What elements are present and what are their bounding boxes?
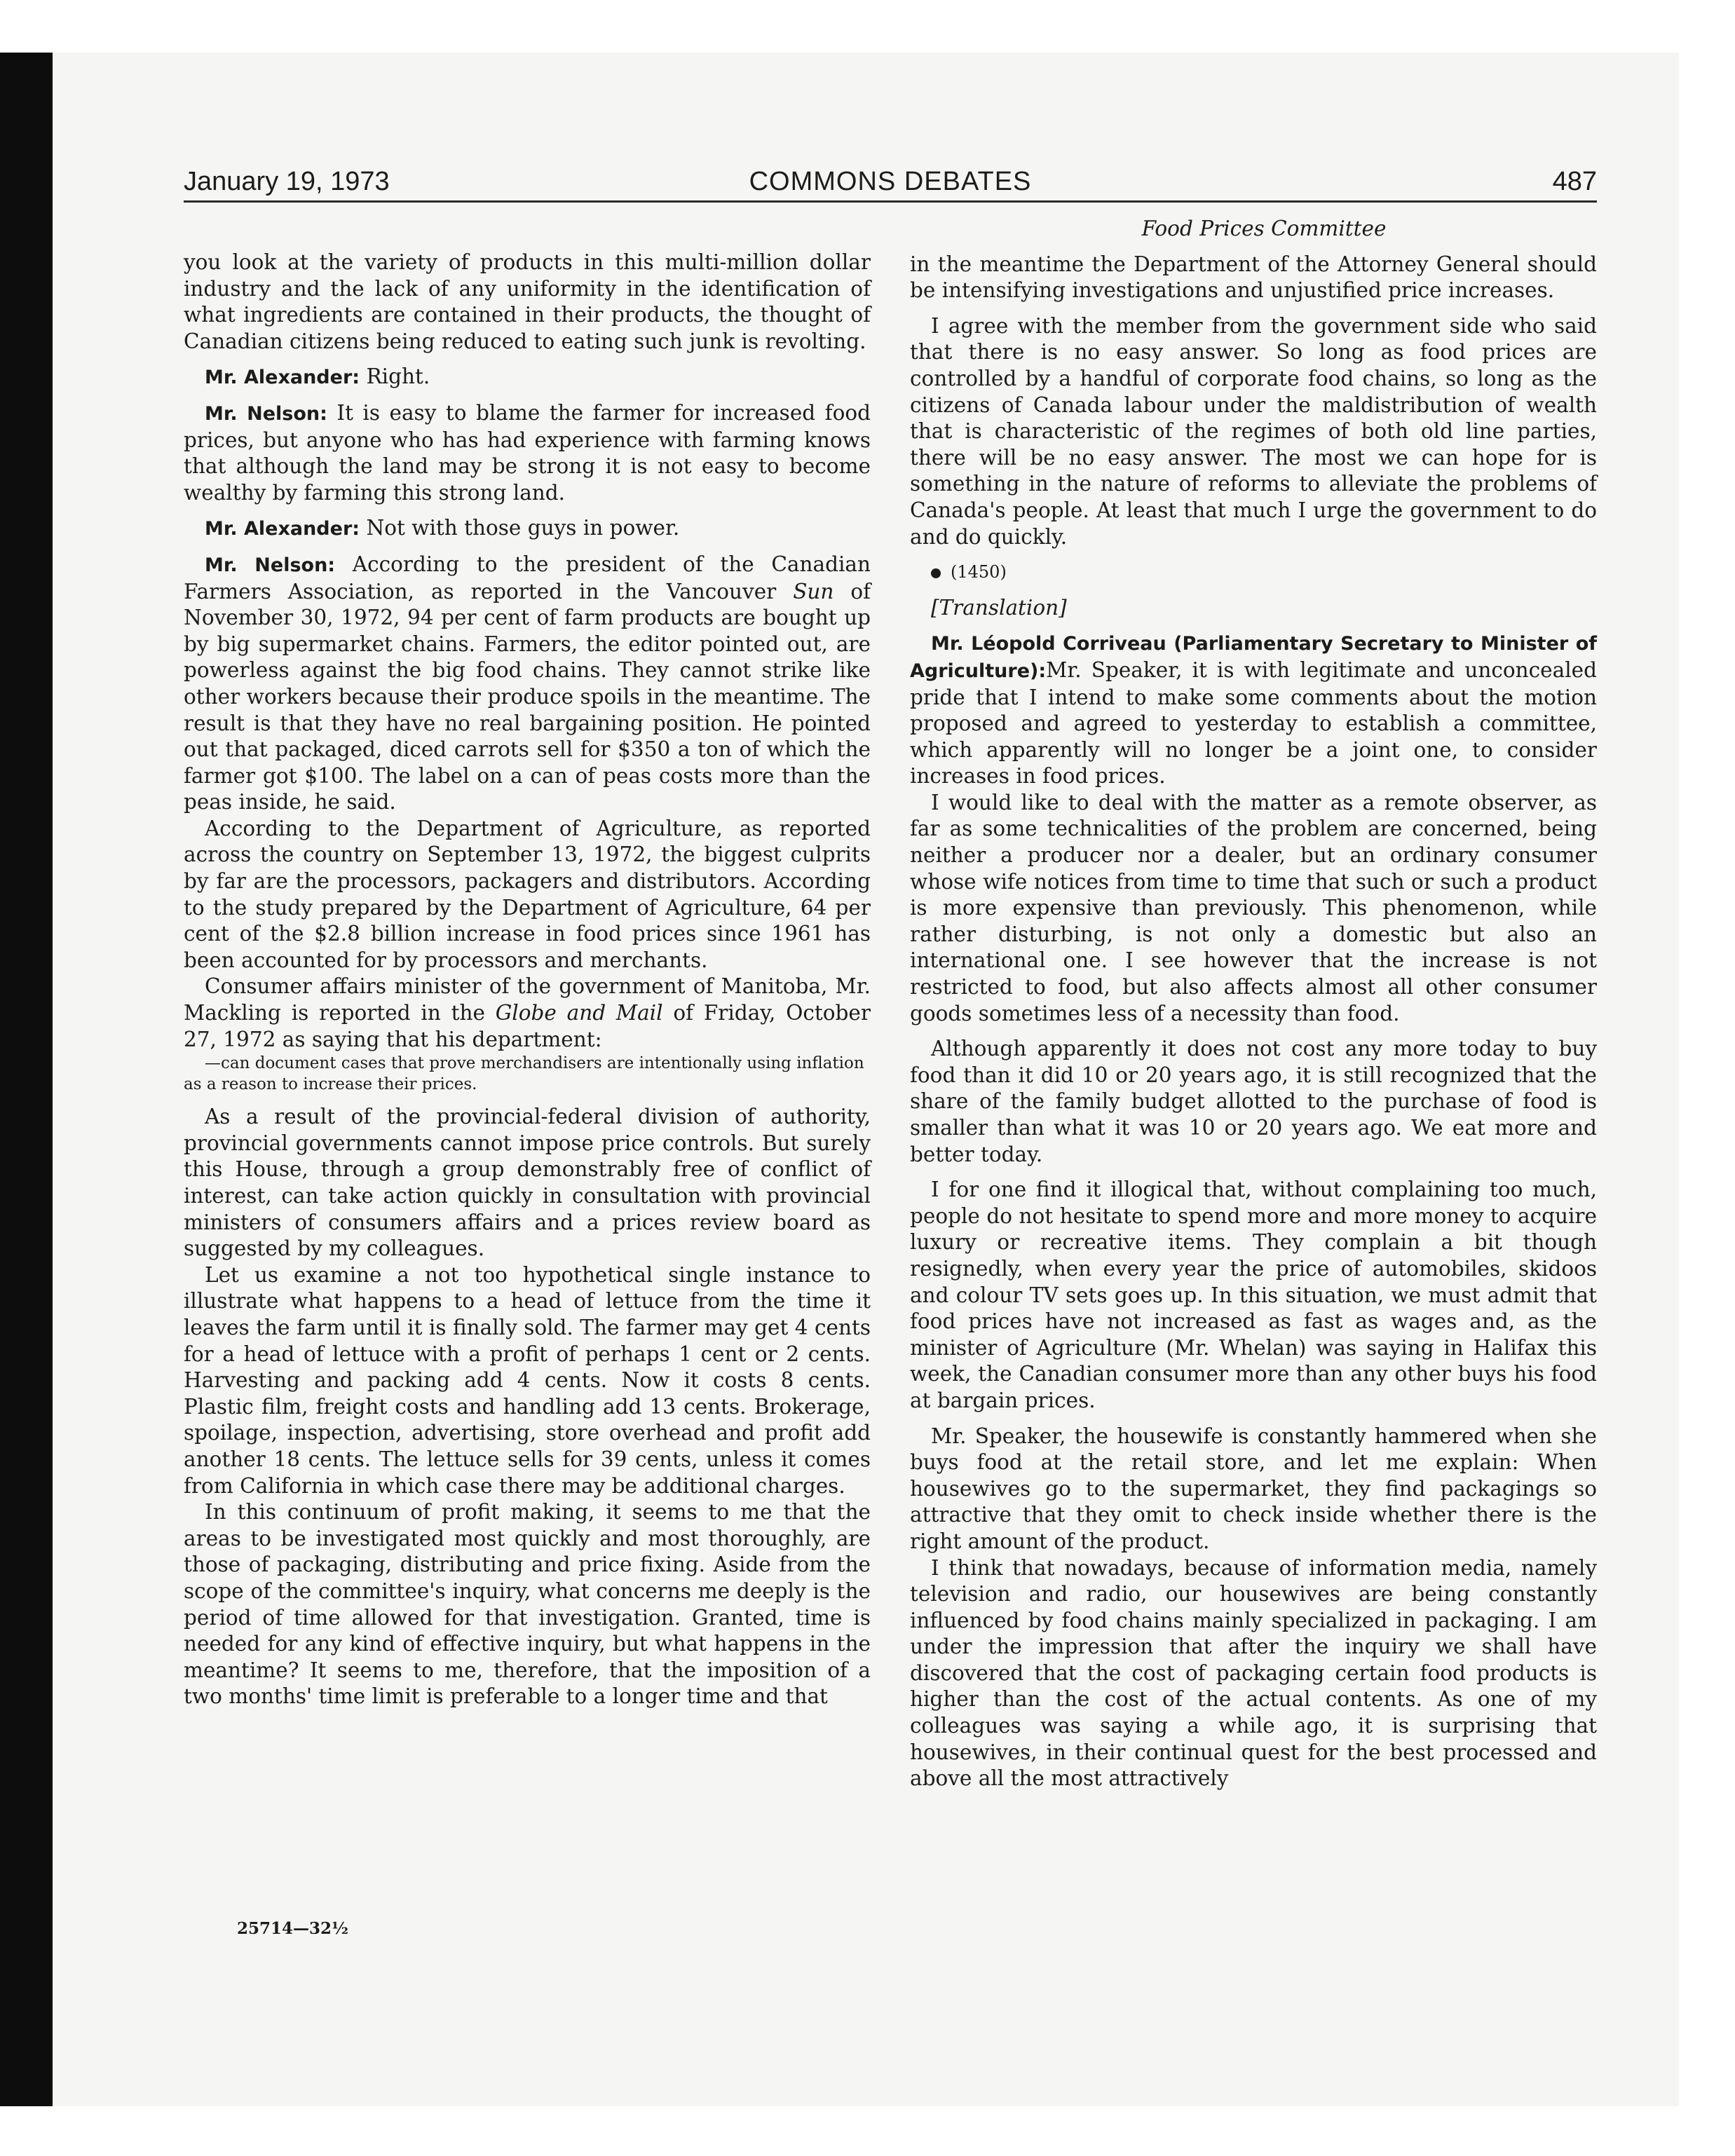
- paragraph: [910, 630, 1597, 790]
- paragraph: [184, 552, 871, 816]
- right-column: [910, 216, 1597, 1792]
- speech-text: of Friday, October 27, 1972 as saying that his department:: [184, 1001, 871, 1051]
- speaker-name: Mr. Alexander:: [205, 367, 360, 389]
- paragraph: [184, 515, 871, 543]
- header-date: January 19, 1973: [184, 167, 390, 196]
- time-marker-label: (1450): [951, 562, 1007, 582]
- page-number: 487: [1552, 167, 1597, 196]
- speaker-name: Mr. Nelson:: [205, 554, 336, 576]
- speaker-name: Mr. Nelson:: [205, 402, 327, 425]
- speech-text: It is easy to blame the farmer for increased food prices, but anyone who has had experience with farming knows that although the land may be strong it is not easy to become wealthy by farming this strong land.: [184, 400, 871, 505]
- paragraph: According to the Department of Agriculture, as reported across the country on September 13, 1972, the biggest culprits by far are the processors, packagers and distributors. According to the study prepared by the Department of Agriculture, 64 per cent of the $2.8 billion increase in food prices since 1961 has been accounted for by processors and merchants.: [184, 816, 871, 972]
- page-header: [184, 164, 1597, 203]
- paragraph: I think that nowadays, because of information media, namely television and radio, our housewives are being constantly influenced by food chains mainly specialized in packaging. I am under the impression that after the inquiry we shall have discovered that the cost of packaging certain food products is higher than the cost of the actual contents. As one of my colleagues was saying a while ago, it is surprising that housewives, in their continual quest for the best processed and above all the most attractively: [910, 1555, 1597, 1791]
- paragraph: [184, 364, 871, 391]
- paragraph: Let us examine a not too hypothetical single instance to illustrate what happens to a head of lettuce from the time it leaves the farm until it is finally sold. The farmer may get 4 cents for a head of lettuce with a profit of perhaps 1 cent or 2 cents. Harvesting and packing add 4 cents. Now it costs 8 cents. Plastic film, freight costs and handling add 13 cents. Brokerage, spoilage, inspection, advertising, store overhead and profit add another 18 cents. The lettuce sells for 39 cents, unless it comes from California in which case there may be additional charges.: [184, 1262, 871, 1498]
- paragraph: in the meantime the Department of the Attorney General should be intensifying investigations and unjustified price increases.: [910, 252, 1597, 303]
- running-head: Food Prices Committee: [1141, 217, 1387, 240]
- paragraph: As a result of the provincial-federal division of authority, provincial governments cannot impose price controls. But surely this House, through a group demonstrably free of conflict of interest, can take action quickly in consultation with provincial ministers of consumers affairs and a prices review board as suggested by my colleagues.: [184, 1105, 871, 1261]
- paragraph: Mr. Speaker, the housewife is constantly hammered when she buys food at the retail store, and let me explain: When housewives go to the supermarket, they find packagings so attractive that they omit to check inside whether there is the right amount of the product.: [910, 1424, 1597, 1553]
- translation-note: [Translation]: [931, 595, 1067, 620]
- header-title: COMMONS DEBATES: [749, 167, 1032, 196]
- paragraph: [184, 974, 871, 1053]
- paragraph: I for one find it illogical that, without complaining too much, people do not hesitate to spend more and more money to acquire luxury or recreative items. They complain a bit though resignedly, when every year the price of automobiles, skidoos and colour TV sets goes up. In this situation, we must admit that food prices have not increased as fast as wages and, as the minister of Agriculture (Mr. Whelan) was saying in Halifax this week, the Canadian consumer more than any other buys his food at bargain prices.: [910, 1178, 1597, 1412]
- block-quote: —can document cases that prove merchandisers are intentionally using inflation as a reason to increase their prices.: [184, 1054, 864, 1094]
- paragraph: I would like to deal with the matter as a remote observer, as far as some technicalities of the problem are concerned, being neither a producer nor a dealer, but an ordinary consumer whose wife notices from time to time that such or such a product is more expensive than previously. This phenomenon, while rather disturbing, is not only a domestic but also an international one. I see however that the increase is not restricted to food, but also affects almost all other consumer goods sometimes less of a necessity than food.: [910, 790, 1597, 1025]
- speech-text: Mr. Speaker, it is with legitimate and unconcealed pride that I intend to make some comments about the motion proposed and agreed to yesterday to establish a committee, which apparently will no longer be a joint one, to consider increases in food prices.: [910, 657, 1597, 789]
- scan-border: [0, 53, 53, 2106]
- time-marker: [910, 559, 1597, 586]
- paragraph: [184, 400, 871, 506]
- speech-text: of November 30, 1972, 94 per cent of farm products are bought up by big supermarket chains. Farmers, the editor pointed out, are powerless against the big food chains. They cannot strike like other workers because their produce spoils in the meantime. The result is that they have no real bargaining position. He pointed out that packaged, diced carrots sell for $350 a ton of which the farmer got $100. The label on a can of peas costs more than the peas inside, he said.: [184, 579, 871, 814]
- bullet-icon: [931, 568, 941, 578]
- publication-name: Sun: [793, 579, 834, 603]
- paragraph: you look at the variety of products in this multi-million dollar industry and the lack of any uniformity in the identification of what ingredients are contained in their products, the thought of Canadian citizens being reduced to eating such junk is revolting.: [184, 250, 871, 353]
- speech-text: Right.: [360, 364, 430, 389]
- speech-text: Not with those guys in power.: [360, 516, 680, 540]
- paragraph: Although apparently it does not cost any more today to buy food than it did 10 or 20 years ago, it is still recognized that the share of the family budget allotted to the purchase of food is smaller than what it was 10 or 20 years ago. We eat more and better today.: [910, 1037, 1597, 1166]
- footer-code: 25714—32½: [237, 1919, 349, 1938]
- publication-name: Globe and Mail: [495, 1001, 663, 1025]
- paragraph: I agree with the member from the government side who said that there is no easy answer. So long as food prices are controlled by a handful of corporate food chains, so long as the citizens of Canada labour under the maldistribution of wealth that is characteristic of the regimes of both old line parties, there will be no easy answer. The most we can hope for is something in the nature of reforms to alleviate the problems of Canada's people. At least that much I urge the government to do and do quickly.: [910, 313, 1597, 549]
- speaker-name: Mr. Léopold Corriveau (Parliamentary Secretary to Minister of Agriculture):: [910, 633, 1597, 682]
- left-column: [184, 250, 871, 1710]
- speaker-name: Mr. Alexander:: [205, 518, 360, 540]
- speech-text: According to the president of the Canadian Farmers Association, as reported in the Vancouver: [184, 552, 871, 603]
- speech-text: Consumer affairs minister of the government of Manitoba, Mr. Mackling is reported in the: [184, 974, 871, 1025]
- paragraph: In this continuum of profit making, it seems to me that the areas to be investigated most quickly and most thoroughly, are those of packaging, distributing and price fixing. Aside from the scope of the committee's inquiry, what concerns me deeply is the period of time allowed for that investigation. Granted, time is needed for any kind of effective inquiry, but what happens in the meantime? It seems to me, therefore, that the imposition of a two months' time limit is preferable to a longer time and that: [184, 1500, 871, 1709]
